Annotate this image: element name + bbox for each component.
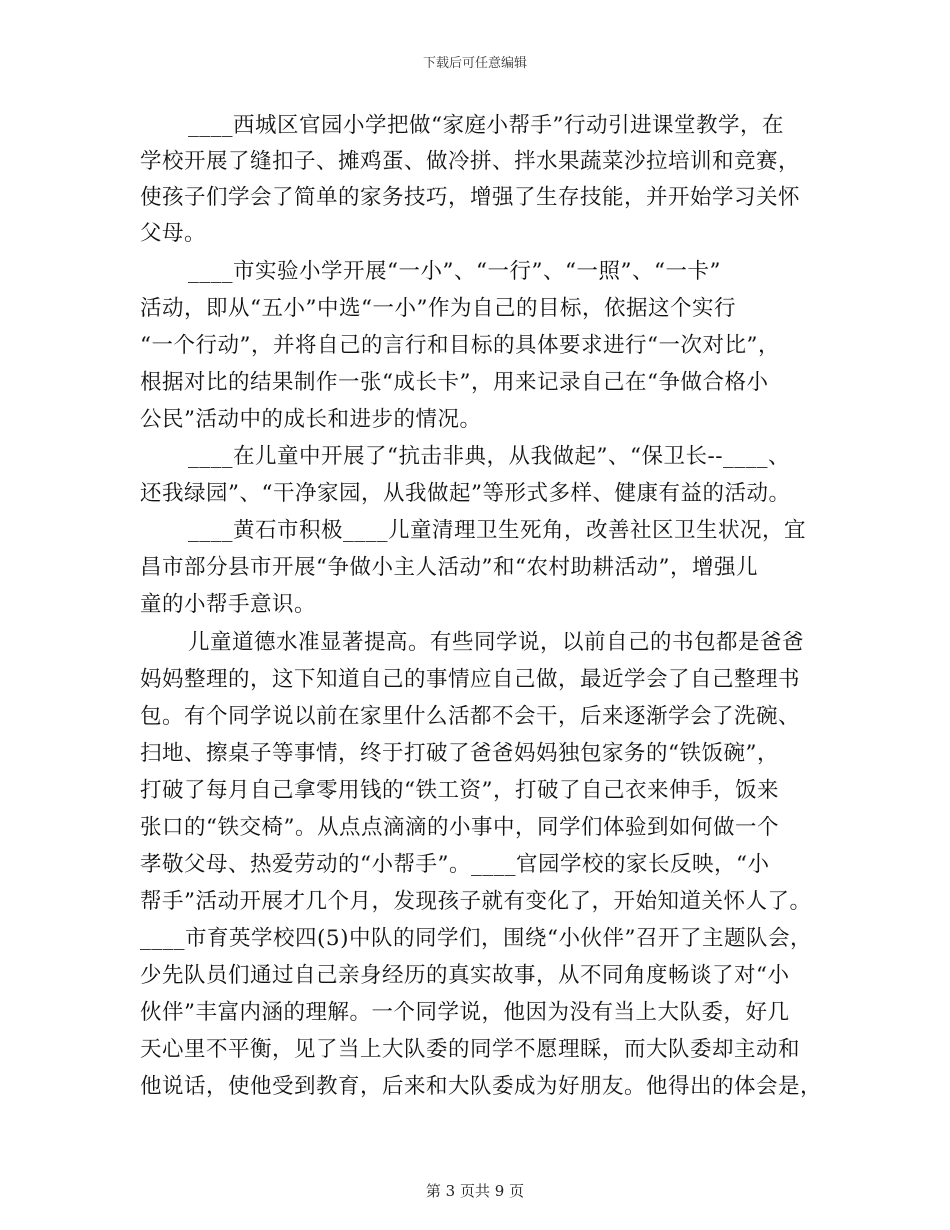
text-line: 公民”活动中的成长和进步的情况。 <box>140 407 482 432</box>
text-line: “一个行动”，并将自己的言行和目标的具体要求进行“一次对比”， <box>140 333 780 358</box>
text-line: 孝敬父母、热爱劳动的“小帮手”。____官园学校的家长反映，“小 <box>140 852 770 877</box>
text-line: 学校开展了缝扣子、摊鸡蛋、做冷拼、拌水果蔬菜沙拉培训和竞赛， <box>140 149 801 174</box>
text-line: 打破了每月自己拿零用钱的“铁工资”，打破了自己衣来伸手，饭来 <box>140 778 779 803</box>
text-line: 根据对比的结果制作一张“成长卡”，用来记录自己在“争做合格小 <box>140 370 769 395</box>
text-line: 少先队员们通过自己亲身经历的真实故事，从不同角度畅谈了对“小 <box>140 963 790 988</box>
page-header: 下载后可任意编辑 <box>422 56 527 71</box>
text-line: ____西城区官园小学把做“家庭小帮手”行动引进课堂教学，在 <box>188 113 784 138</box>
text-line: 天心里不平衡，见了当上大队委的同学不愿理睬，而大队委却主动和 <box>140 1037 801 1062</box>
text-line: ____市育英学校四(5)中队的同学们，围绕“小伙伴”召开了主题队会， <box>140 926 812 951</box>
text-line: 伙伴”丰富内涵的理解。一个同学说，他因为没有当上大队委，好几 <box>140 1000 790 1025</box>
text-line: 包。有个同学说以前在家里什么活都不会干，后来逐渐学会了洗碗、 <box>140 704 801 729</box>
text-line: ____在儿童中开展了“抗击非典，从我做起”、“保卫长--____、 <box>188 444 791 469</box>
text-line: 使孩子们学会了简单的家务技巧，增强了生存技能，并开始学习关怀 <box>140 185 801 210</box>
text-line: ____市实验小学开展“一小”、“一行”、“一照”、“一卡” <box>188 259 721 284</box>
text-line: 扫地、擦桌子等事情，终于打破了爸爸妈妈独包家务的“铁饭碗”， <box>140 741 779 766</box>
text-line: 父母。 <box>140 221 207 246</box>
text-line: 还我绿园”、“干净家园，从我做起”等形式多样、健康有益的活动。 <box>140 481 791 506</box>
page-footer: 第 3 页共 9 页 <box>425 1182 525 1200</box>
text-line: 儿童道德水准显著提高。有些同学说，以前自己的书包都是爸爸 <box>188 630 805 655</box>
text-line: 妈妈整理的，这下知道自己的事情应自己做，最近学会了自己整理书 <box>140 667 801 692</box>
text-line: 帮手”活动开展才几个月，发现孩子就有变化了，开始知道关怀人了。 <box>140 889 812 914</box>
text-line: 张口的“铁交椅”。从点点滴滴的小事中，同学们体验到如何做一个 <box>140 815 779 840</box>
text-line: 活动，即从“五小”中选“一小”作为自己的目标，依据这个实行 <box>140 296 736 321</box>
text-line: ____黄石市积极____儿童清理卫生死角，改善社区卫生状况，宜 <box>188 518 807 543</box>
text-line: 童的小帮手意识。 <box>140 592 317 617</box>
text-line: 他说话，使他受到教育，后来和大队委成为好朋友。他得出的体会是， <box>140 1074 823 1099</box>
text-line: 昌市部分县市开展“争做小主人活动”和“农村助耕活动”，增强儿 <box>140 555 758 580</box>
